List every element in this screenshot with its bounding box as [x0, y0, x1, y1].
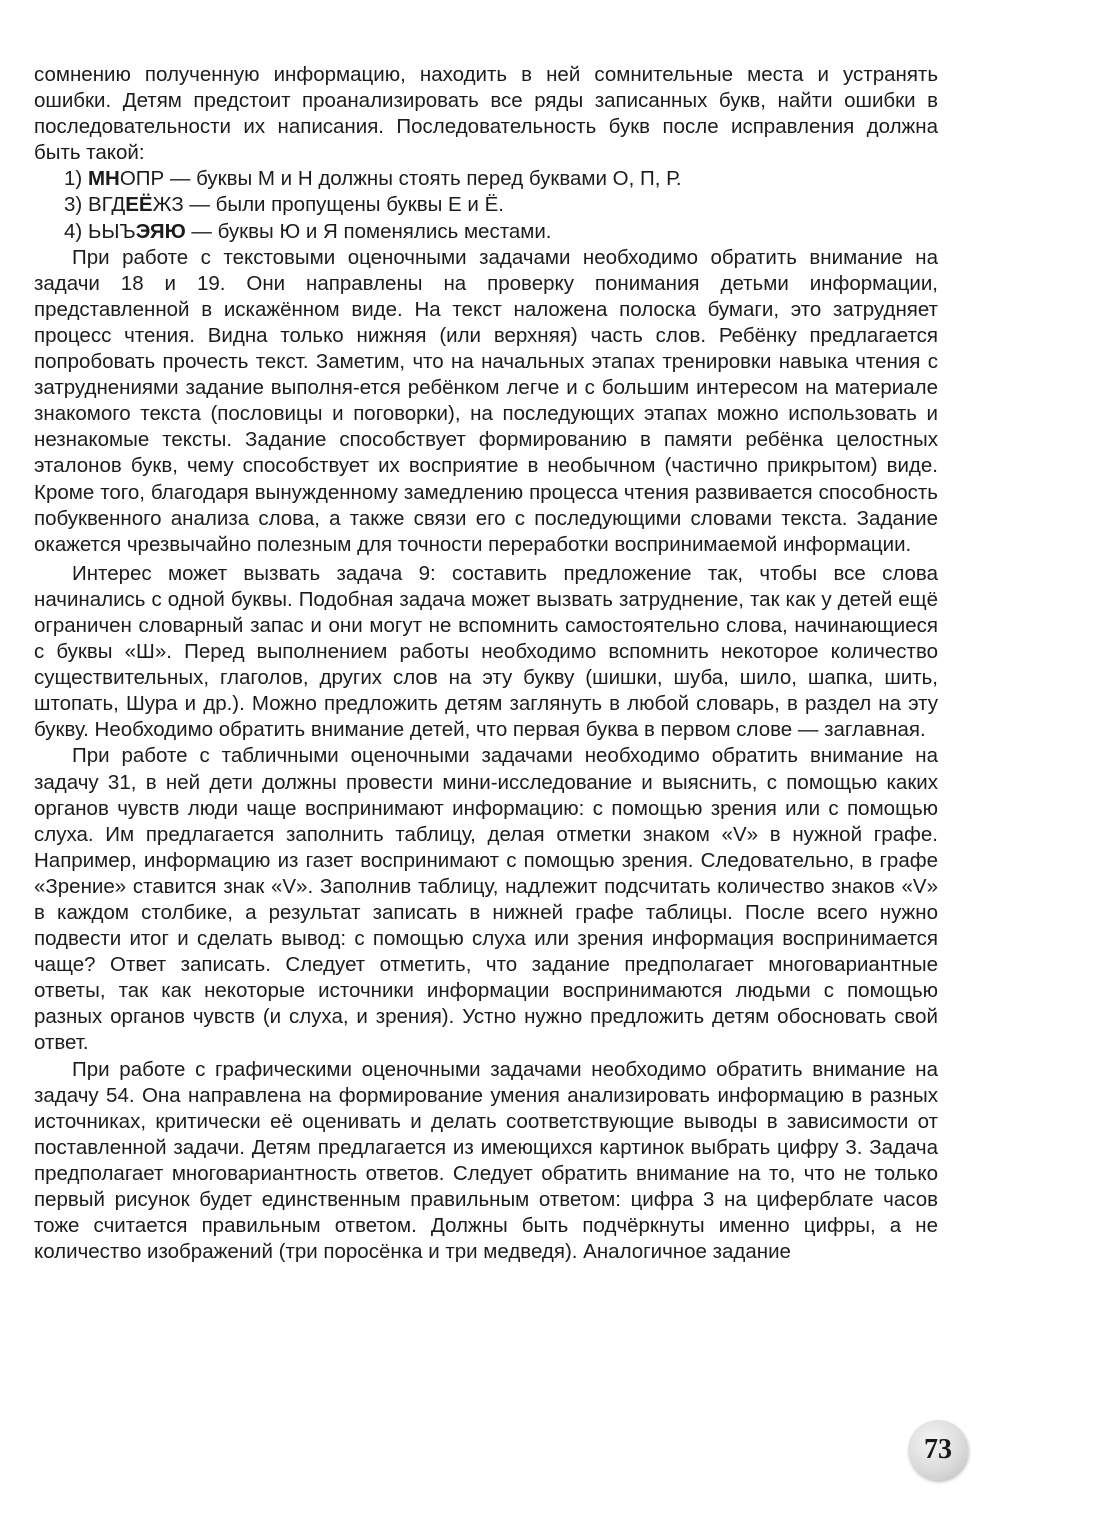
list-item-4	[34, 219, 938, 245]
page-text	[34, 62, 938, 1265]
list-item-rest: ОПР — буквы М и Н должны стоять перед буквами О, П, Р.	[119, 167, 682, 191]
list-item-prefix: ВГД	[87, 193, 126, 217]
paragraph-task-9: Интерес может вызвать задача 9: составить предложение так, чтобы все слова начинались с одной буквы. Подобная задача может вызвать затруднение, так как у детей ещё ограничен словарный запас и они могут не вспомнить самостоятельно слова, начинающиеся с буквы «Ш». Перед выполнением работы необходимо вспомнить некоторое количество существительных, глаголов, других слов на эту букву (шишки, шуба, шило, шапка, шить, штопать, Шура и др.). Можно предложить детям заглянуть в любой словарь, в раздел на эту букву. Необходимо обратить внимание детей, что первая буква в первом слове — заглавная.	[34, 561, 938, 742]
list-item-number: 3)	[64, 193, 83, 217]
list-item-bold: ЭЯЮ	[135, 219, 186, 243]
list-item-3	[34, 192, 938, 218]
list-item-rest: ЖЗ — были пропущены буквы Е и Ё.	[152, 193, 504, 217]
paragraph-continuation: сомнению полученную информацию, находить в ней сомнительные места и устранять ошибки. Детям предстоит проанализировать все ряды записанных букв, найти ошибки в последовательности их написания. Последовательность букв после исправления должна быть такой:	[34, 63, 938, 165]
paragraph-text-tasks: При работе с текстовыми оценочными задачами необходимо обратить внимание на задачи 18 и 19. Они направлены на проверку понимания детьми информации, представленной в искажённом виде. На текст наложена полоска бумаги, это затрудняет процесс чтения. Видна только нижняя (или верхняя) часть слов. Ребёнку предлагается попробовать прочесть текст. Заметим, что на начальных этапах тренировки навыка чтения с затруднениями задание выполня-ется ребёнком легче и с большим интересом на материале знакомого текста (пословицы и поговорки), на последующих этапах можно использовать и незнакомые тексты. Задание способствует формированию в памяти ребёнка целостных эталонов букв, чему способствует их восприятие в необычном (частично прикрытом) виде. Кроме того, благодаря вынужденному замедлению процесса чтения развивается способность побуквенного анализа слова, а также связи его с последующими словами текста. Задание окажется чрезвычайно полезным для точности переработки воспринимаемой информации.	[34, 245, 938, 556]
list-item-rest: — буквы Ю и Я поменялись местами.	[185, 219, 552, 243]
page-number-badge: 73	[908, 1420, 968, 1480]
list-item-1	[34, 166, 938, 192]
list-item-prefix: ЬЫЪ	[87, 219, 136, 243]
paragraph-graphic-tasks: При работе с графическими оценочными задачами необходимо обратить внимание на задачу 54. Она направлена на формирование умения анализировать информацию в разных источниках, критически её оценивать и делать соответствующие выводы в зависимости от поставленной задачи. Детям предлагается из имеющихся картинок выбрать цифру 3. Задача предполагает многовариантность ответов. Следует обратить внимание на то, что не только первый рисунок будет единственным правильным ответом: цифра 3 на циферблате часов тоже считается правильным ответом. Должны быть подчёркнуты именно цифры, а не количество изображений (три поросёнка и три медведя). Аналогичное задание	[34, 1057, 938, 1264]
list-item-number: 4)	[64, 219, 83, 243]
list-item-bold: ЕЁ	[125, 193, 153, 217]
list-item-number: 1)	[64, 167, 83, 191]
paragraph-table-tasks: При работе с табличными оценочными задачами необходимо обратить внимание на задачу 31, в ней дети должны провести мини-исследование и выяснить, с помощью каких органов чувств люди чаще воспринимают информацию: с помощью зрения или с помощью слуха. Им предлагается заполнить таблицу, делая отметки знаком «V» в нужной графе. Например, информацию из газет воспринимают с помощью зрения. Следовательно, в графе «Зрение» ставится знак «V». Заполнив таблицу, надлежит подсчитать количество знаков «V» в каждом столбике, а результат записать в нижней графе таблицы. После всего нужно подвести итог и сделать вывод: с помощью слуха или зрения информация воспринимается чаще? Ответ записать. Следует отметить, что задание предполагает многовариантные ответы, так как некоторые источники информации воспринимаются людьми с помощью разных органов чувств (и слуха, и зрения). Устно нужно предложить детям обосновать свой ответ.	[34, 744, 938, 1055]
list-item-bold: МН	[87, 167, 120, 191]
